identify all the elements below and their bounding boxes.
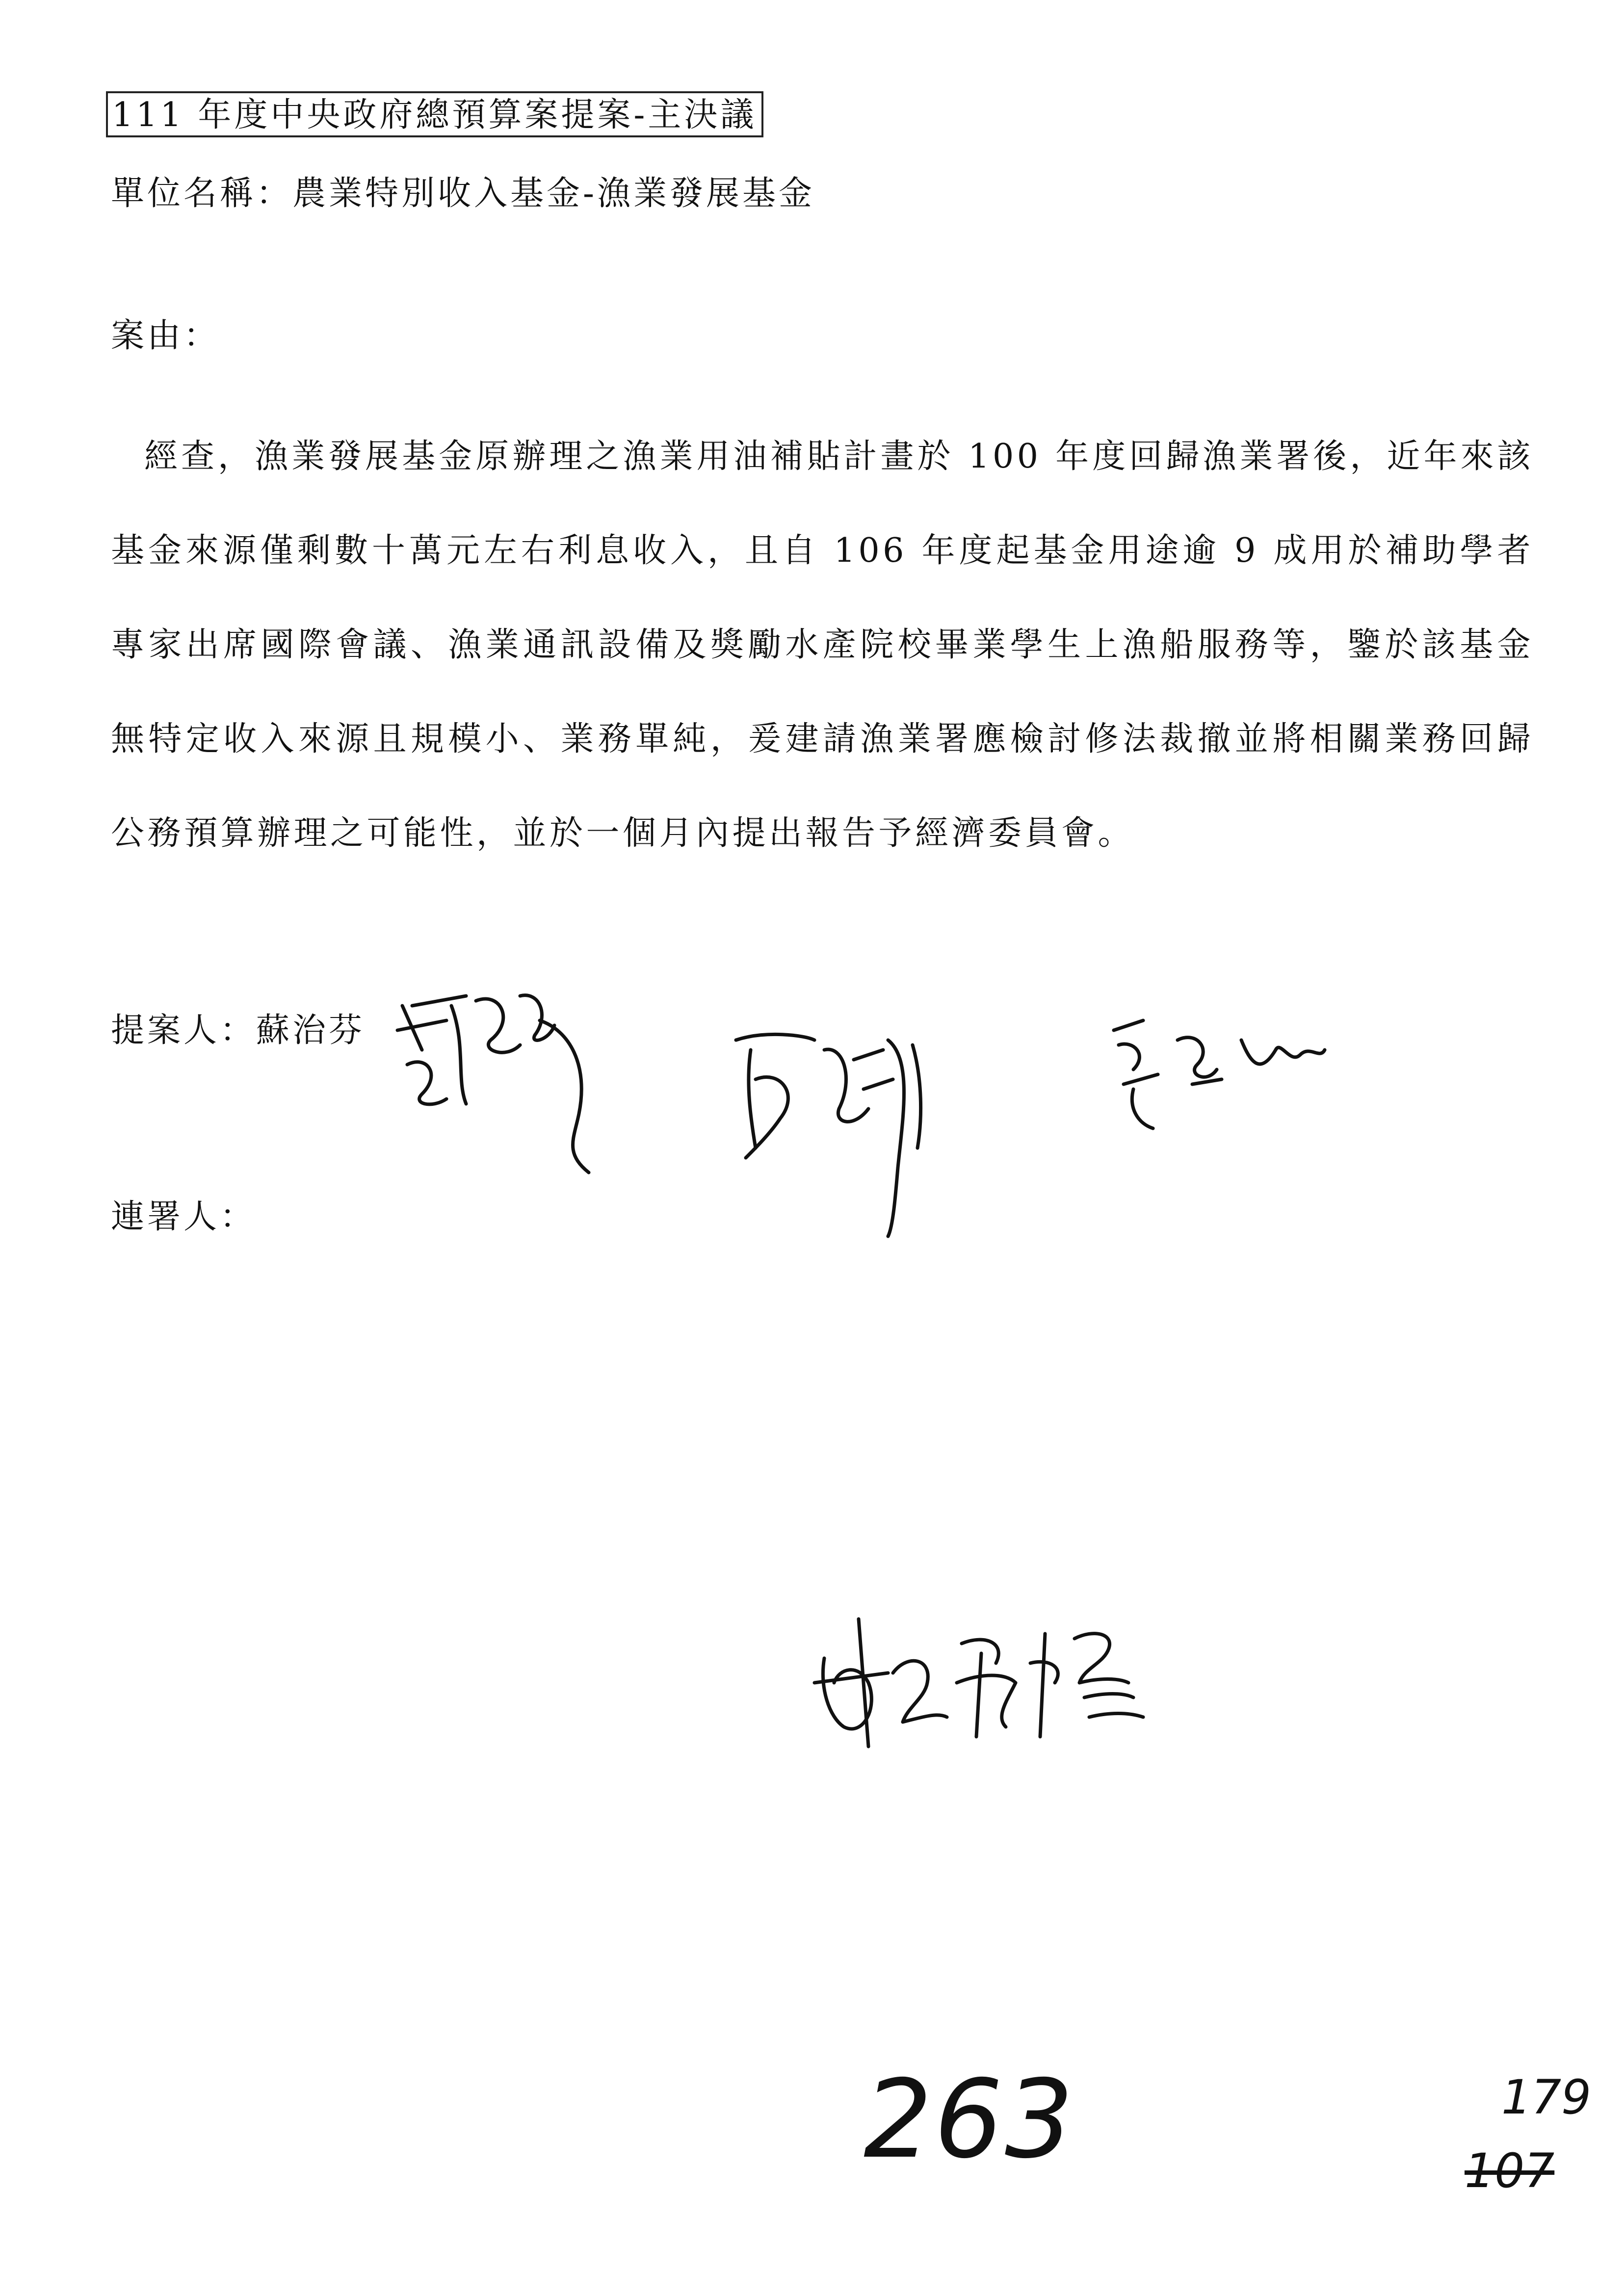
proposer-line: 提案人：蘇治芬 <box>111 1011 366 1050</box>
reason-label: 案由： <box>111 316 220 355</box>
reason-body: 經查，漁業發展基金原辦理之漁業用油補貼計畫於 100 年度回歸漁業署後，近年來該基金來源僅剩數十萬元左右利息收入，且自 106 年度起基金用途逾 9 成用於補助學者專家出席國際會議、漁業通訊設備及獎勵水產院校畢業學生上漁船服務等，鑒於該基金無特定收入來源且規模小、業務單純，爰建請漁業署應檢討修法裁撤並將相關業務回歸公務預算辦理之可能性，並於一個月內提出報告予經濟委員會。 <box>111 437 1534 853</box>
unit-name-line: 單位名稱：農業特別收入基金-漁業發展基金 <box>111 174 815 213</box>
proposal-title: 111 年度中央政府總預算案提案-主決議 <box>106 91 763 137</box>
stamp-number: 263 <box>864 2057 1075 2182</box>
proposer-signature <box>393 976 618 1182</box>
cosigner-signature-2 <box>1104 1011 1330 1138</box>
page-note-struck: 107 <box>1465 2143 1555 2198</box>
cosigner-signature-3 <box>810 1599 1182 1756</box>
cosigner-signature-1 <box>726 1020 952 1246</box>
page-note-current: 179 <box>1501 2070 1592 2125</box>
cosigner-line: 連署人： <box>111 1198 257 1236</box>
